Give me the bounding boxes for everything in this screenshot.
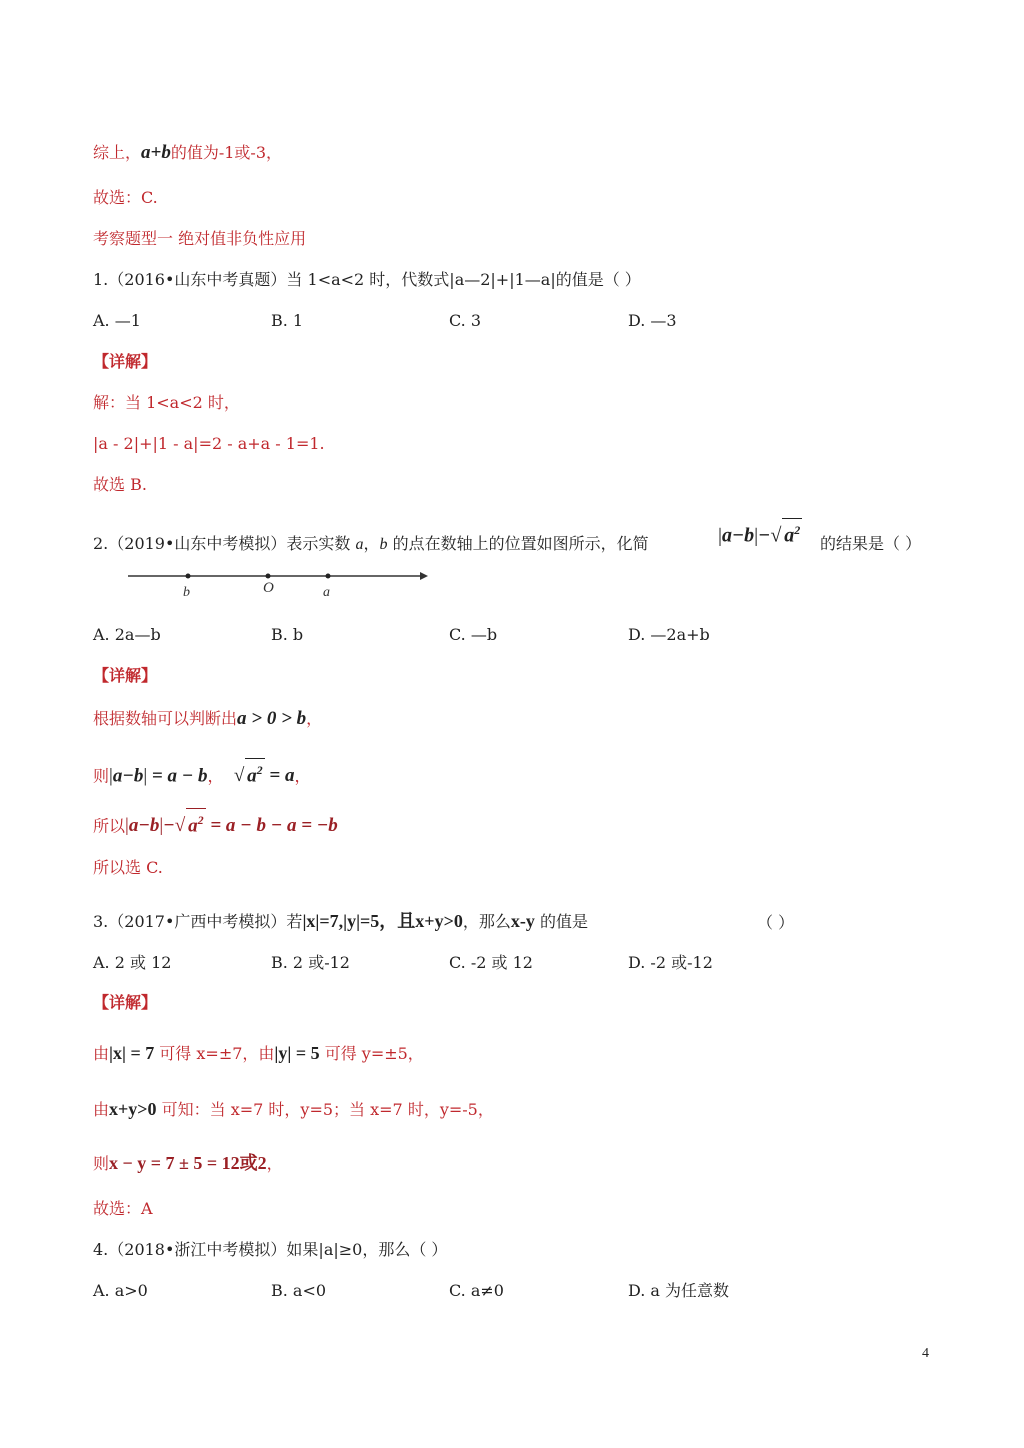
q4-option-b: B. a<0 — [271, 1281, 327, 1300]
point-o — [266, 574, 271, 579]
q2-sol2-radicand: a — [247, 765, 257, 787]
q2-sol1-suffix: ， — [306, 709, 323, 728]
q2-formula-sqrt — [782, 518, 802, 547]
q2-sol3-rest: = a − b − a = −b — [205, 815, 338, 837]
q2-sol3-math — [125, 815, 338, 836]
q3-option-b: B. 2 或-12 — [271, 953, 350, 972]
q2-sol2-abs: a−b — [112, 765, 144, 787]
q3-solution-3 — [93, 1152, 283, 1175]
q3-stem-math2: x-y — [510, 911, 535, 931]
q3-stem-prefix: 3.（2017•广西中考模拟）若 — [93, 912, 303, 931]
sqrt-sign: √ — [174, 815, 186, 837]
q2-sol2-math1 — [109, 765, 207, 786]
q2-stem-prefix: 2.（2019•山东中考模拟）表示实数 — [93, 534, 356, 553]
q2-stem-b: b — [379, 536, 388, 553]
q4-stem: 4.（2018•浙江中考模拟）如果|a|≥0，那么（ ） — [93, 1240, 448, 1259]
summary-suffix: 的值为-1或-3， — [170, 143, 283, 162]
q2-option-a: A. 2a—b — [93, 625, 161, 644]
page-number: 4 — [922, 1346, 929, 1361]
q2-solution-4: 所以选 C. — [93, 858, 163, 877]
q3-stem-suffix: 的值是 — [539, 912, 588, 931]
q3-solution-2 — [93, 1098, 494, 1121]
q3-option-a: A. 2 或 12 — [93, 953, 172, 972]
abs-bar: | — [143, 765, 148, 787]
q2-sol3-abs: a−b — [128, 815, 160, 837]
q2-sol2-sqrt — [245, 758, 265, 787]
q1-detail-label: 【详解】 — [93, 352, 158, 371]
q3-stem — [93, 910, 588, 933]
q2-sol3-sqrt — [186, 808, 206, 837]
sqrt-sign: √ — [770, 524, 782, 547]
q3-sol1-a: 由 — [93, 1044, 110, 1063]
summary-line — [93, 142, 282, 164]
q2-sol2-eq: = a − b — [151, 765, 208, 787]
abs-bar: | — [159, 815, 164, 837]
number-line-arrow — [420, 572, 428, 580]
abs-bar: | — [754, 524, 759, 547]
q1-solution-3: 故选 B. — [93, 475, 147, 494]
q2-sol2-exp: 2 — [256, 763, 263, 777]
q4-option-d: D. a 为任意数 — [628, 1281, 730, 1300]
point-a — [326, 574, 331, 579]
q2-solution-3 — [93, 808, 338, 837]
summary-prefix: 综上， — [93, 143, 142, 162]
q2-sol2-prefix: 则 — [93, 766, 110, 786]
q2-sol3-exp: 2 — [197, 813, 204, 827]
q2-solution-2 — [93, 758, 310, 787]
q2-sol2-suffix: ， — [294, 766, 311, 786]
q1-solution-1: 解：当 1<a<2 时， — [93, 393, 240, 412]
q3-stem-mid: ，那么 — [462, 912, 511, 931]
q3-sol3-a: 则 — [93, 1154, 110, 1173]
q2-detail-label: 【详解】 — [93, 666, 158, 685]
q2-stem-formula — [718, 518, 802, 547]
q3-sol1-c: 可得 y=±5， — [324, 1044, 424, 1063]
q3-sol1-math1: |x| = 7 — [109, 1043, 155, 1063]
q2-option-b: B. b — [271, 625, 304, 644]
q3-sol3-b: ， — [266, 1154, 283, 1173]
q2-stem-suffix: 的结果是（ ） — [820, 534, 922, 553]
q3-sol1-math2: |y| = 5 — [274, 1043, 320, 1063]
q2-sol2-math2 — [234, 765, 295, 786]
q3-detail-label: 【详解】 — [93, 993, 158, 1012]
sqrt-sign: √ — [233, 765, 245, 787]
q4-option-a: A. a>0 — [93, 1281, 148, 1300]
q3-sol2-math: x+y>0 — [109, 1099, 157, 1119]
q2-option-c: C. —b — [449, 625, 498, 644]
q2-formula-radicand: a — [784, 524, 795, 547]
q2-sol1-math: a > 0 > b — [237, 708, 307, 729]
q1-stem: 1.（2016•山东中考真题）当 1<a<2 时，代数式|a—2|+|1—a|的值是（ ） — [93, 270, 641, 289]
q2-formula-minus: − — [758, 524, 771, 547]
q2-solution-1 — [93, 708, 322, 730]
q2-stem-mid: 的点在数轴上的位置如图所示，化简 — [387, 534, 649, 553]
q1-option-d: D. —3 — [628, 311, 677, 330]
q2-formula-exp: 2 — [794, 523, 801, 537]
q3-stem-math: |x|=7,|y|=5，且x+y>0 — [302, 911, 463, 931]
q1-solution-2: |a - 2|+|1 - a|=2 - a+a - 1=1. — [93, 434, 325, 453]
q2-sol3-radicand: a — [188, 815, 198, 837]
abs-bar: | — [109, 765, 113, 787]
abs-bar: | — [718, 524, 723, 547]
q3-option-c: C. -2 或 12 — [449, 953, 533, 972]
number-line-figure — [120, 564, 440, 604]
summary-choice: 故选：C. — [93, 188, 158, 207]
q3-sol3-math: x − y = 7 ± 5 = 12或2 — [109, 1153, 267, 1173]
q2-stem — [93, 533, 649, 556]
q3-option-d: D. -2 或-12 — [628, 953, 713, 972]
q3-sol2-b: 可知：当 x=7 时，y=5；当 x=7 时，y=-5， — [161, 1100, 494, 1119]
q2-sol3-minus: − — [163, 815, 175, 837]
label-b: b — [183, 585, 190, 600]
q2-sol1-prefix: 根据数轴可以判断出 — [93, 709, 238, 728]
q2-sol3-prefix: 所以 — [93, 816, 126, 836]
q2-option-d: D. —2a+b — [628, 625, 710, 644]
q2-stem-a: a — [355, 536, 364, 553]
q1-option-c: C. 3 — [449, 311, 482, 330]
q3-sol1-b: 可得 x=±7，由 — [159, 1044, 275, 1063]
q1-option-b: B. 1 — [271, 311, 304, 330]
q4-option-c: C. a≠0 — [449, 1281, 504, 1300]
label-o: O — [263, 580, 274, 596]
q2-sol2-result: = a — [269, 765, 295, 787]
section-title: 考察题型一 绝对值非负性应用 — [93, 229, 307, 248]
q3-stem-paren: （ ） — [757, 913, 795, 932]
summary-math: a+b — [141, 142, 171, 163]
q3-solution-1 — [93, 1042, 424, 1065]
point-b — [186, 574, 191, 579]
abs-bar: | — [125, 815, 129, 837]
q2-sol2-sep: ， — [207, 766, 224, 786]
q3-solution-4: 故选：A — [93, 1199, 153, 1218]
q2-formula-abs: a−b — [722, 524, 755, 547]
label-a: a — [323, 585, 330, 600]
q2-stem-sep: ， — [363, 534, 380, 553]
q1-option-a: A. —1 — [93, 311, 141, 330]
q3-sol2-a: 由 — [93, 1100, 110, 1119]
